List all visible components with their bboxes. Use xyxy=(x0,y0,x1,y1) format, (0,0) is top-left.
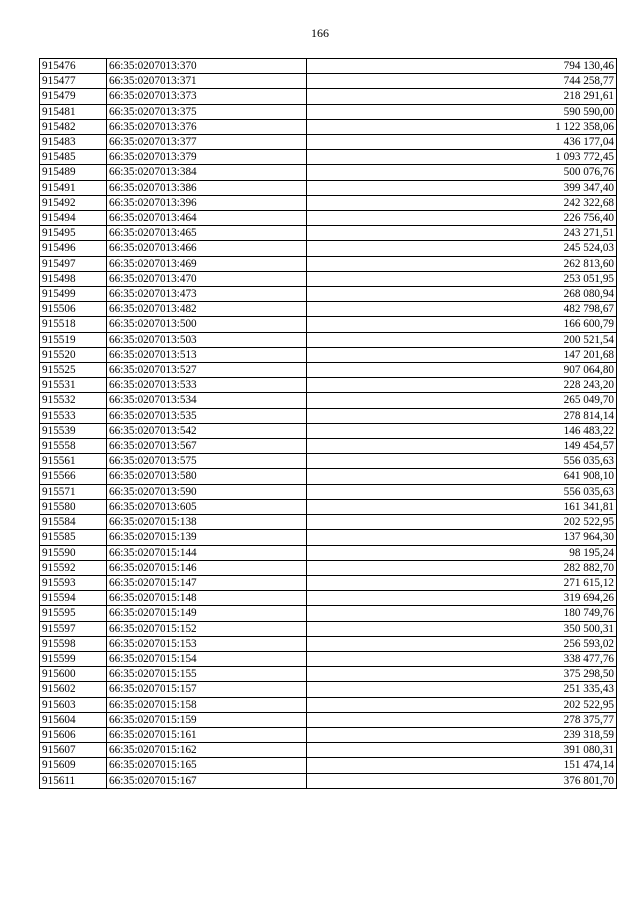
cadastral-value-cell: 218 291,61 xyxy=(307,89,617,104)
table-row xyxy=(40,150,617,165)
row-number-cell: 915594 xyxy=(40,591,107,606)
cadastral-number-cell: 66:35:0207013:469 xyxy=(107,256,307,271)
row-number-cell: 915603 xyxy=(40,697,107,712)
row-number-cell: 915531 xyxy=(40,378,107,393)
cadastral-value-cell: 556 035,63 xyxy=(307,484,617,499)
table-row xyxy=(40,59,617,74)
cadastral-value-cell: 245 524,03 xyxy=(307,241,617,256)
cadastral-number-cell: 66:35:0207013:470 xyxy=(107,271,307,286)
cadastral-value-cell: 149 454,57 xyxy=(307,439,617,454)
row-number-cell: 915561 xyxy=(40,454,107,469)
row-number-cell: 915491 xyxy=(40,180,107,195)
row-number-cell: 915476 xyxy=(40,59,107,74)
cadastral-value-cell: 251 335,43 xyxy=(307,682,617,697)
cadastral-number-cell: 66:35:0207015:158 xyxy=(107,697,307,712)
cadastral-number-cell: 66:35:0207015:144 xyxy=(107,545,307,560)
row-number-cell: 915477 xyxy=(40,74,107,89)
cadastral-number-cell: 66:35:0207013:370 xyxy=(107,59,307,74)
row-number-cell: 915604 xyxy=(40,712,107,727)
cadastral-value-cell: 98 195,24 xyxy=(307,545,617,560)
table-row xyxy=(40,469,617,484)
cadastral-value-cell: 907 064,80 xyxy=(307,363,617,378)
row-number-cell: 915611 xyxy=(40,773,107,788)
table-row xyxy=(40,515,617,530)
cadastral-value-cell: 744 258,77 xyxy=(307,74,617,89)
row-number-cell: 915593 xyxy=(40,575,107,590)
table-row xyxy=(40,271,617,286)
cadastral-value-cell: 278 814,14 xyxy=(307,408,617,423)
row-number-cell: 915532 xyxy=(40,393,107,408)
row-number-cell: 915602 xyxy=(40,682,107,697)
table-row xyxy=(40,332,617,347)
cadastral-number-cell: 66:35:0207013:379 xyxy=(107,150,307,165)
row-number-cell: 915584 xyxy=(40,515,107,530)
cadastral-number-cell: 66:35:0207015:152 xyxy=(107,621,307,636)
table-row xyxy=(40,287,617,302)
row-number-cell: 915496 xyxy=(40,241,107,256)
table-row xyxy=(40,651,617,666)
table-row xyxy=(40,439,617,454)
row-number-cell: 915585 xyxy=(40,530,107,545)
table-row xyxy=(40,89,617,104)
cadastral-value-cell: 271 615,12 xyxy=(307,575,617,590)
cadastral-value-cell: 641 908,10 xyxy=(307,469,617,484)
table-row xyxy=(40,423,617,438)
cadastral-value-cell: 391 080,31 xyxy=(307,743,617,758)
cadastral-value-cell: 147 201,68 xyxy=(307,347,617,362)
row-number-cell: 915489 xyxy=(40,165,107,180)
cadastral-value-cell: 338 477,76 xyxy=(307,651,617,666)
cadastral-number-cell: 66:35:0207013:464 xyxy=(107,211,307,226)
cadastral-value-cell: 282 882,70 xyxy=(307,560,617,575)
table-row xyxy=(40,758,617,773)
table-row xyxy=(40,104,617,119)
table-row xyxy=(40,484,617,499)
table-row xyxy=(40,682,617,697)
cadastral-number-cell: 66:35:0207013:384 xyxy=(107,165,307,180)
cadastral-number-cell: 66:35:0207015:167 xyxy=(107,773,307,788)
row-number-cell: 915609 xyxy=(40,758,107,773)
row-number-cell: 915525 xyxy=(40,363,107,378)
cadastral-number-cell: 66:35:0207013:542 xyxy=(107,423,307,438)
cadastral-value-cell: 1 122 358,06 xyxy=(307,119,617,134)
cadastral-number-cell: 66:35:0207013:605 xyxy=(107,499,307,514)
cadastral-value-cell: 376 801,70 xyxy=(307,773,617,788)
cadastral-value-cell: 228 243,20 xyxy=(307,378,617,393)
row-number-cell: 915539 xyxy=(40,423,107,438)
row-number-cell: 915485 xyxy=(40,150,107,165)
row-number-cell: 915495 xyxy=(40,226,107,241)
table-row xyxy=(40,317,617,332)
cadastral-number-cell: 66:35:0207015:147 xyxy=(107,575,307,590)
cadastral-number-cell: 66:35:0207015:148 xyxy=(107,591,307,606)
cadastral-number-cell: 66:35:0207013:580 xyxy=(107,469,307,484)
cadastral-value-cell: 350 500,31 xyxy=(307,621,617,636)
table-row xyxy=(40,499,617,514)
cadastral-value-cell: 556 035,63 xyxy=(307,454,617,469)
cadastral-value-cell: 202 522,95 xyxy=(307,515,617,530)
cadastral-number-cell: 66:35:0207013:503 xyxy=(107,332,307,347)
cadastral-number-cell: 66:35:0207015:138 xyxy=(107,515,307,530)
cadastral-value-cell: 242 322,68 xyxy=(307,195,617,210)
table-row xyxy=(40,195,617,210)
cadastral-value-cell: 794 130,46 xyxy=(307,59,617,74)
table-row xyxy=(40,393,617,408)
row-number-cell: 915506 xyxy=(40,302,107,317)
table-row xyxy=(40,545,617,560)
table-row xyxy=(40,575,617,590)
row-number-cell: 915599 xyxy=(40,651,107,666)
table-row xyxy=(40,119,617,134)
row-number-cell: 915483 xyxy=(40,135,107,150)
table-row xyxy=(40,180,617,195)
cadastral-number-cell: 66:35:0207015:161 xyxy=(107,727,307,742)
table-row xyxy=(40,165,617,180)
row-number-cell: 915481 xyxy=(40,104,107,119)
cadastral-number-cell: 66:35:0207015:159 xyxy=(107,712,307,727)
cadastral-number-cell: 66:35:0207013:375 xyxy=(107,104,307,119)
page-number: 166 xyxy=(311,26,329,40)
cadastral-number-cell: 66:35:0207013:527 xyxy=(107,363,307,378)
table-row xyxy=(40,697,617,712)
cadastral-value-cell: 319 694,26 xyxy=(307,591,617,606)
row-number-cell: 915533 xyxy=(40,408,107,423)
cadastral-number-cell: 66:35:0207013:500 xyxy=(107,317,307,332)
cadastral-number-cell: 66:35:0207015:165 xyxy=(107,758,307,773)
row-number-cell: 915597 xyxy=(40,621,107,636)
row-number-cell: 915520 xyxy=(40,347,107,362)
cadastral-value-cell: 202 522,95 xyxy=(307,697,617,712)
row-number-cell: 915499 xyxy=(40,287,107,302)
table-row xyxy=(40,636,617,651)
table-row xyxy=(40,226,617,241)
cadastral-value-cell: 399 347,40 xyxy=(307,180,617,195)
cadastral-value-cell: 161 341,81 xyxy=(307,499,617,514)
row-number-cell: 915598 xyxy=(40,636,107,651)
cadastral-value-cell: 500 076,76 xyxy=(307,165,617,180)
row-number-cell: 915580 xyxy=(40,499,107,514)
cadastral-number-cell: 66:35:0207013:376 xyxy=(107,119,307,134)
cadastral-number-cell: 66:35:0207015:153 xyxy=(107,636,307,651)
table-row xyxy=(40,712,617,727)
row-number-cell: 915479 xyxy=(40,89,107,104)
row-number-cell: 915492 xyxy=(40,195,107,210)
table-row xyxy=(40,667,617,682)
cadastral-value-cell: 278 375,77 xyxy=(307,712,617,727)
cadastral-number-cell: 66:35:0207015:146 xyxy=(107,560,307,575)
cadastral-value-cell: 239 318,59 xyxy=(307,727,617,742)
row-number-cell: 915498 xyxy=(40,271,107,286)
table-row xyxy=(40,347,617,362)
table-row xyxy=(40,378,617,393)
table-body xyxy=(40,59,617,789)
row-number-cell: 915590 xyxy=(40,545,107,560)
table-row xyxy=(40,256,617,271)
cadastral-value-cell: 375 298,50 xyxy=(307,667,617,682)
row-number-cell: 915518 xyxy=(40,317,107,332)
cadastral-number-cell: 66:35:0207013:533 xyxy=(107,378,307,393)
table-row xyxy=(40,606,617,621)
table-row xyxy=(40,560,617,575)
table-row xyxy=(40,74,617,89)
cadastral-number-cell: 66:35:0207013:482 xyxy=(107,302,307,317)
cadastral-value-cell: 1 093 772,45 xyxy=(307,150,617,165)
cadastral-number-cell: 66:35:0207015:162 xyxy=(107,743,307,758)
cadastral-number-cell: 66:35:0207013:535 xyxy=(107,408,307,423)
cadastral-value-cell: 200 521,54 xyxy=(307,332,617,347)
row-number-cell: 915606 xyxy=(40,727,107,742)
table-row xyxy=(40,408,617,423)
cadastral-value-cell: 268 080,94 xyxy=(307,287,617,302)
cadastral-value-cell: 436 177,04 xyxy=(307,135,617,150)
cadastral-value-cell: 590 590,00 xyxy=(307,104,617,119)
cadastral-number-cell: 66:35:0207013:513 xyxy=(107,347,307,362)
cadastral-value-cell: 265 049,70 xyxy=(307,393,617,408)
cadastral-value-cell: 151 474,14 xyxy=(307,758,617,773)
cadastral-value-cell: 262 813,60 xyxy=(307,256,617,271)
cadastral-value-cell: 137 964,30 xyxy=(307,530,617,545)
table-row xyxy=(40,727,617,742)
table-row xyxy=(40,773,617,788)
cadastral-number-cell: 66:35:0207013:396 xyxy=(107,195,307,210)
cadastral-number-cell: 66:35:0207015:139 xyxy=(107,530,307,545)
cadastral-number-cell: 66:35:0207013:466 xyxy=(107,241,307,256)
cadastral-number-cell: 66:35:0207013:567 xyxy=(107,439,307,454)
cadastral-number-cell: 66:35:0207013:590 xyxy=(107,484,307,499)
row-number-cell: 915494 xyxy=(40,211,107,226)
table-row xyxy=(40,241,617,256)
row-number-cell: 915592 xyxy=(40,560,107,575)
row-number-cell: 915600 xyxy=(40,667,107,682)
cadastral-number-cell: 66:35:0207013:373 xyxy=(107,89,307,104)
cadastral-number-cell: 66:35:0207015:149 xyxy=(107,606,307,621)
cadastral-number-cell: 66:35:0207015:155 xyxy=(107,667,307,682)
cadastral-number-cell: 66:35:0207013:575 xyxy=(107,454,307,469)
cadastral-number-cell: 66:35:0207013:465 xyxy=(107,226,307,241)
table-row xyxy=(40,135,617,150)
cadastral-number-cell: 66:35:0207013:473 xyxy=(107,287,307,302)
cadastral-value-cell: 226 756,40 xyxy=(307,211,617,226)
table-row xyxy=(40,530,617,545)
cadastral-value-cell: 256 593,02 xyxy=(307,636,617,651)
row-number-cell: 915558 xyxy=(40,439,107,454)
cadastral-value-cell: 146 483,22 xyxy=(307,423,617,438)
table-row xyxy=(40,454,617,469)
cadastral-value-cell: 253 051,95 xyxy=(307,271,617,286)
cadastral-number-cell: 66:35:0207013:534 xyxy=(107,393,307,408)
row-number-cell: 915482 xyxy=(40,119,107,134)
table-row xyxy=(40,591,617,606)
table-row xyxy=(40,302,617,317)
cadastral-value-cell: 243 271,51 xyxy=(307,226,617,241)
row-number-cell: 915607 xyxy=(40,743,107,758)
row-number-cell: 915519 xyxy=(40,332,107,347)
cadastral-value-cell: 166 600,79 xyxy=(307,317,617,332)
row-number-cell: 915497 xyxy=(40,256,107,271)
row-number-cell: 915566 xyxy=(40,469,107,484)
table-row xyxy=(40,621,617,636)
table-row xyxy=(40,211,617,226)
cadastral-value-cell: 180 749,76 xyxy=(307,606,617,621)
cadastral-number-cell: 66:35:0207013:371 xyxy=(107,74,307,89)
cadastral-number-cell: 66:35:0207013:386 xyxy=(107,180,307,195)
row-number-cell: 915571 xyxy=(40,484,107,499)
cadastral-value-cell: 482 798,67 xyxy=(307,302,617,317)
table-row xyxy=(40,743,617,758)
table-row xyxy=(40,363,617,378)
cadastral-value-table xyxy=(39,58,617,789)
cadastral-number-cell: 66:35:0207013:377 xyxy=(107,135,307,150)
cadastral-number-cell: 66:35:0207015:154 xyxy=(107,651,307,666)
row-number-cell: 915595 xyxy=(40,606,107,621)
cadastral-number-cell: 66:35:0207015:157 xyxy=(107,682,307,697)
